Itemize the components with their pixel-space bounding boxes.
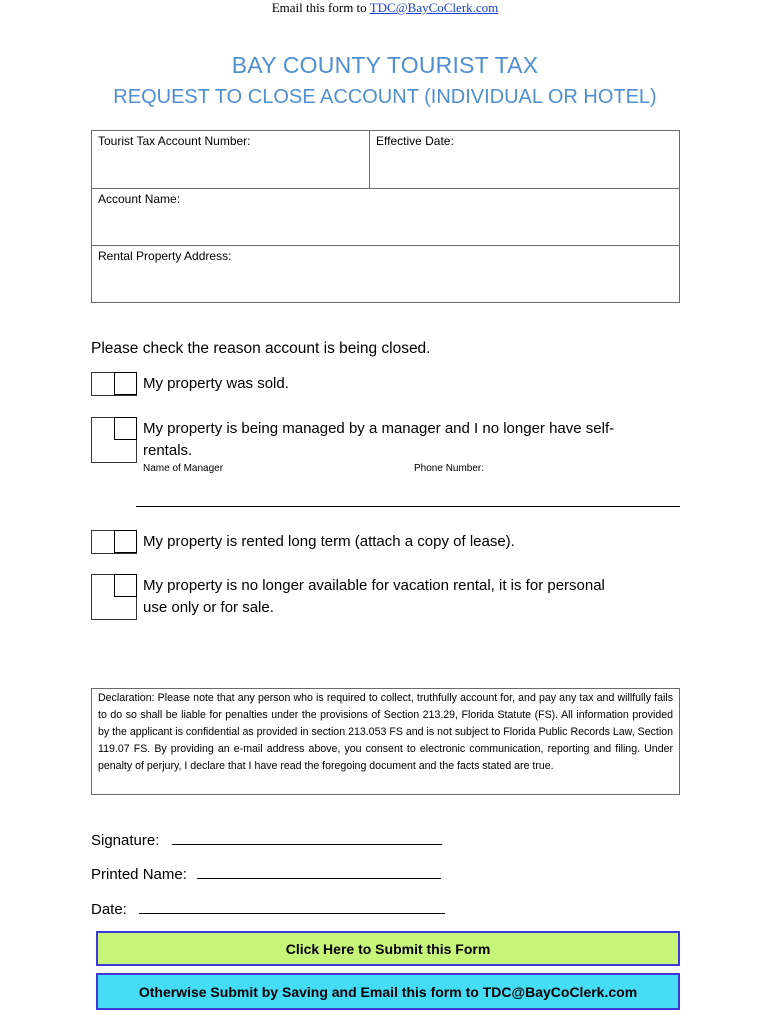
- reason-managed-line2: rentals.: [143, 442, 193, 459]
- checkbox-sold[interactable]: [91, 372, 137, 396]
- signature-label: Signature:: [91, 832, 160, 849]
- email-submit-button[interactable]: [96, 973, 680, 1010]
- email-submit-button-label: Otherwise Submit by Saving and Email this form to TDC@BayCoClerk.com: [138, 983, 638, 1000]
- signature-row: [91, 830, 442, 849]
- form-title: BAY COUNTY TOURIST TAX: [231, 52, 539, 78]
- email-link[interactable]: TDC@BayCoClerk.com: [369, 0, 499, 15]
- signature-line[interactable]: [172, 830, 442, 845]
- checkbox-long-term[interactable]: [91, 530, 137, 554]
- effective-date-label: Effective Date:: [376, 134, 454, 148]
- phone-number-label: Phone Number:: [414, 463, 485, 474]
- date-label: Date:: [91, 901, 127, 918]
- account-number-label: Tourist Tax Account Number:: [98, 134, 251, 148]
- checkbox-no-longer-available[interactable]: [91, 574, 137, 620]
- checkbox-sold-box[interactable]: [114, 372, 137, 395]
- account-name-label: Account Name:: [98, 192, 181, 206]
- rental-address-label: Rental Property Address:: [98, 249, 232, 263]
- checkbox-managed-box[interactable]: [114, 417, 137, 440]
- form-subtitle: REQUEST TO CLOSE ACCOUNT (INDIVIDUAL OR HOTEL): [113, 86, 657, 108]
- date-line[interactable]: [139, 899, 445, 914]
- effective-date-field[interactable]: [369, 130, 680, 189]
- manager-name-label: Name of Manager: [143, 463, 224, 474]
- checkbox-long-term-box[interactable]: [114, 530, 137, 553]
- account-number-field[interactable]: [91, 130, 370, 189]
- reason-no-longer-label: [143, 575, 673, 619]
- reason-managed-line1: My property is being managed by a manager and I no longer have self-: [143, 420, 615, 437]
- reason-heading: Please check the reason account is being closed.: [91, 340, 431, 357]
- email-prefix: Email this form to: [271, 0, 367, 15]
- printed-name-label: Printed Name:: [91, 866, 187, 883]
- printed-name-row: [91, 864, 441, 883]
- checkbox-no-longer-available-box[interactable]: [114, 574, 137, 597]
- reason-long-term-label: My property is rented long term (attach a copy of lease).: [143, 533, 515, 550]
- printed-name-line[interactable]: [197, 864, 441, 879]
- account-name-field[interactable]: [91, 188, 680, 246]
- reason-sold-label: My property was sold.: [143, 375, 289, 392]
- reason-no-longer-line1: My property is no longer available for vacation rental, it is for personal: [143, 577, 605, 594]
- manager-entry-line[interactable]: [136, 506, 680, 507]
- rental-address-field[interactable]: [91, 245, 680, 303]
- email-instruction: [0, 0, 770, 16]
- date-row: [91, 899, 445, 918]
- declaration-box: Declaration: Please note that any person who is required to collect, truthfully account for, and pay any tax and willfully fails to do so shall be liable for penalties under the provisions of Section 213.29, Florida Statute (FS). All information provided by the applicant is confidential as provided in section 213.053 FS and is not subject to Florida Public Records Law, Section 119.07 FS. By providing an e-mail address above, you consent to electronic communication, reporting and filing. Under penalty of perjury, I declare that I have read the foregoing document and the facts stated are true.: [91, 688, 680, 795]
- reason-no-longer-line2: use only or for sale.: [143, 599, 274, 616]
- submit-form-button-label: Click Here to Submit this Form: [285, 940, 491, 957]
- submit-form-button[interactable]: [96, 931, 680, 966]
- checkbox-managed[interactable]: [91, 417, 137, 463]
- reason-managed-label: [143, 418, 663, 462]
